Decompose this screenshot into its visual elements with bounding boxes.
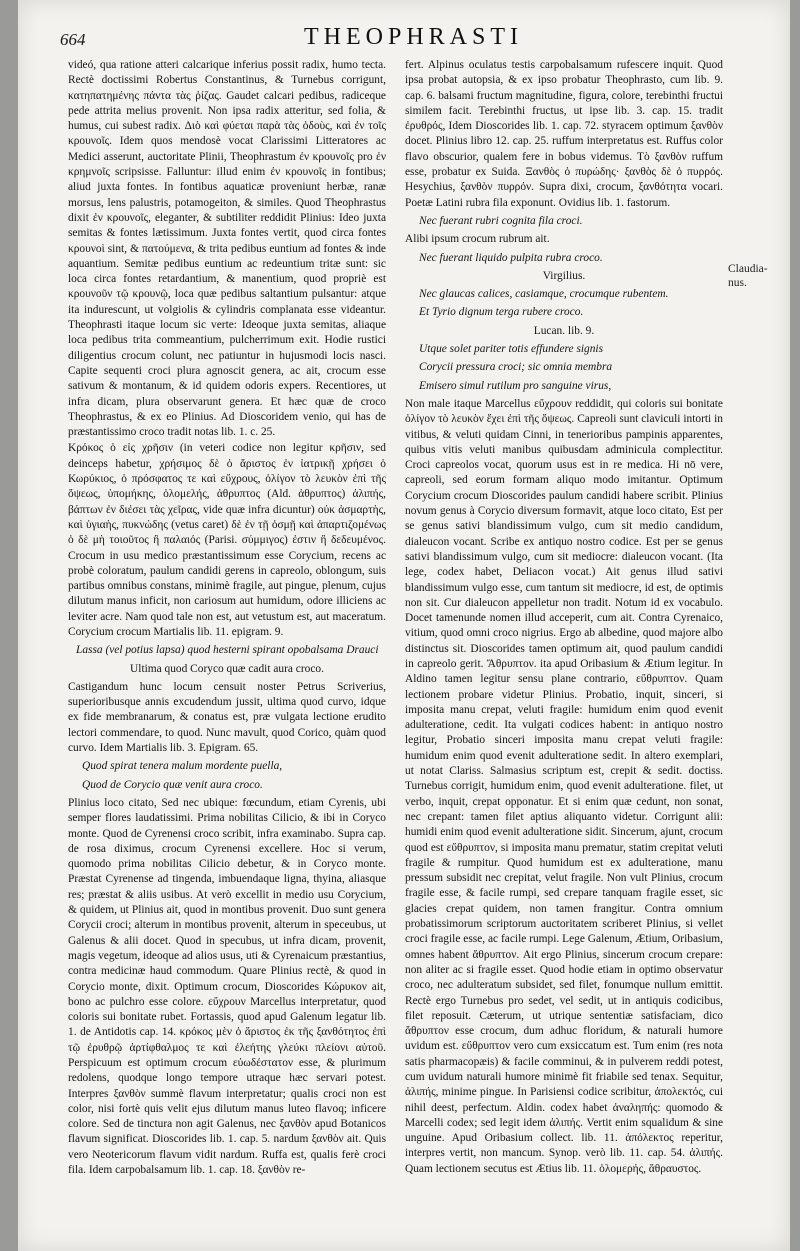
ovid-quote: Nec fuerant rubri cognita fila croci.	[419, 214, 583, 227]
running-head: THEOPHRASTI	[304, 24, 524, 50]
lucan-quote-line-2: Corycii pressura croci; sic omnia membra	[419, 361, 613, 374]
margin-note-claudianus: Claudia-nus.	[728, 263, 768, 289]
virgil-quote-line-2: Et Tyrio dignum terga rubere croco.	[419, 306, 584, 319]
martial-quote-2-line-2: Quod de Corycio quæ venit aura croco.	[82, 778, 263, 791]
right-paragraph-2: Non male itaque Marcellus εὔχρουν reddidit, qui coloris sui bonitate ὀλίγον τὸ λευκὸν ἔχει ἐπὶ τῆς ὄψεως. Capreoli sunt claviculi intorti in vitibus, & veluti quidam Cinni, in tenerioribus pampinis apparentes, quibus vitis veluti manibus quibusdam adminicula complectitur. Croci capreolos vocat, quorum usus est in re medica. Hi nō vere, capreoli, sed eorum formam aliquo modo imitantur. Optimum Corycium crocum Dioscorides paulum candidi habere scribit. Plinius novum genus à Corycio diversum formavit, atque loco citato, Est per se genus sativi blandissimum vulgo, cum sit medio candidum, dialeucon vocant. Scribe ex antiquo nostro codice. Est per se genus sativi blandissimum vulgo, cum sit mediocre: dialeucon vocant. (Ita lege, codex habet, Deliacon vocat.) Ait genus illud sativi blandissimum vulgo esse, cum tantum sit mediocre, id est, de optimis non sit. Cur dialeucon appelletur non tradit. Notum id ex vocabulo. Docet tamenunde nomen illud acceperit, cum ait. Contra Cyrenaico, vitium, quod omni croco nigrius. Ergo ab albedine, quod majore albo distinctus sit. Dioscorides tamen optimum ait, quod paulum candidi in capreolo gerit. Ἄθρυπτον. ita apud Oribasium & Ætium legitur. In Aldino tamen legitur sensu plane contrario, εὔθρυπτον. Quam lectionem probare videtur Plinius. Probatio, inquit, sinceri, si imposita manu crepat, veluti fragile: humidum enim quod evenit adulteratione, cedit. Ita vulgati codices habent: in antiquo nostro legitur, Probatio sinceri imposita manu crepat veluti fragile: humidum enim quod evenit adulteratione sedit. In altero exemplari, ut notat Clariss. Salmasius scriptum est, crepit & sedit. doctiss. Turnebus corrigit, humidum enim, quod evenit adulteratione. filet, ut verbo, inquit, crepat opponatur. Et si enim quæ cedunt, non sonat, nec crepant: tamen filet aptius aliquanto videtur. Corrigunt alii: humidi enim quod evenit adulteratione sidit. Sincerum, ajunt, crocum quod est εὔθρυπτον, si imposita manu prematur, statim crepitat veluti fragile & rumpitur. Quod humidum est ex adulteratione, manu pressum subsidit nec crepitat, velut fragile. Non vult Plinius, crocum fragile esse, & facile rumpi, sed crepare tanquam fragile esset, sic glacies crepat quidem, non tamen frangitur. Contra omnium probatissimorum scriptorum auctoritatem scriberet Plinius, si vellet croci fragile esse, ac facile rumpi. Lege Galenum, Ætium, Oribasium, omnes habent ἄθρυπτον. Ait ergo Plinius, sincerum crocum crepare: non aliter ac si fragile esset. Quod hodie etiam in optimo observatur croco, nec adulteratum subsidet, sed filet, fonumque nullum emittit. Rectè ergo Turnebus pro sedet, vel sedit, ut in antiquis codicibus, filet reposuit. Cæterum, ut utrique sententiæ satisfaciam, dico ἄθρυπτον esse crocum, dum adhuc floridum, & naturali humore uvidum est. εὔθρυπτον vero cum exsiccatum est. Tum enim (res nota satis pharmacopæis) & facile comminui, & in pulverem reddi potest, cum uvidum naturali humore minimè fit friabile sed tenax. Sequitur, ἀλιπής, minime pingue. In Parisiensi codice scribitur, ἀπολεκτός, cui nihil deest, perfectum. Aldin. codex habet ἀναληπής: quomodo & Marcelli codex; sed legit idem ἀλιπής. Vertit enim squalidum & sine unguine. Apud Oribasium collect. lib. 11. ἀπόλεκτος reperitur, interpres vertit, non mancum. Synop. verò lib. 11. cap. 54. ἀλιπής. Quam lectionem secutus est Ætius lib. 11. ὁλομερής, ἄθραυστος.	[405, 397, 723, 1175]
lucan-quote-line-1: Utque solet pariter totis effundere signis	[419, 343, 604, 356]
virgil-quote-line-1: Nec glaucas calices, casiamque, crocumque rubentem.	[419, 288, 669, 301]
left-column	[68, 58, 386, 1238]
right-column	[405, 58, 723, 1238]
left-paragraph-4: Plinius loco citato, Sed nec ubique: fœcundum, etiam Cyrenis, ubi semper flores laudatissimi. Prima nobilitas Cilicio, & ibi in Coryco monte. Quod de Cyrenensi croco scribit, infra examinabo. Supra cap. de rosa diximus, crocum Cyrenensi excellere. Hoc si verum, quomodo prima nobilitas Cilicio debetur, & in Coryco monte. Præstat Cyrenense ad tingenda, imbuendaque ligna, thyina, aliasque res; præstat & aliis usibus. At verò excellit in medio usu Corycium, & quidem, ut Plinius ait, quod in montibus provenit. Duo sunt genera Corycii croci; alterum in montibus provenit, alterum in speceubus, ut Galenus & alii docet. Quod in specubus, ut infra dicam, provenit, magis vegetum, ideoque ad alios usus, uti & Cyrenaicum præstantius, contra medicinæ haud commodum. Quare Plinius rectè, & quod in Corycio monte, dixit. Optimum crocum, Dioscorides Κώρυκον ait, bono ac pulchro esse colore. εὔχρουν Marcellus interpretatur, quod coloris sui bonitate rubet. Fortassis, quod apud Galenum legatur lib. 1. de Antidotis cap. 14. κρόκος μὲν ὁ ἄριστος ἐκ τῆς ξανθότητος ἐπὶ τῷ ἐρυθρῷ ἀρτίφθαλμος τε καὶ ἐλεήτης γλεύκι πλείονι αὐτοῦ. Perspicuum est optimum crocum εὐωδέστατον esse, & plurimum redolens, quodque longo tempore utraque hæc servari potest. Interpres ξανθὸν summè flavum interpretatur; qualis croci non est color, nisi fortè quis velit ejus dilutum manus luteo flavoq; inficere colore. Sed de tinctura non agit Galenus, nec ξανθὸν apud Botanicos flavum significat. Dioscorides lib. 1. cap. 5. nardum ξανθὸν ait. Quis vero Neotericorum flavum vidit nardum. Ruffa est, qualis ferè croci fila. Idem carpobalsamum lib. 1. cap. 18. ξανθὸν re-	[68, 796, 386, 1177]
book-page	[18, 0, 790, 1251]
left-paragraph-2: Κρόκος ὁ εἰς χρῆσιν (in veteri codice non legitur κρῆσιν, sed deinceps habetur, χρήσιμος δὲ ὁ ἄριστος ἐν ἰατρικῇ χρήσει ὁ Κωρύκιος, ὁ πρόσφατος τε καὶ εὔχρους, ὀλίγον τὸ λευκὸν ἐπὶ τῆς ὄψεως, ὑπομήκης, ὁλομελής, ἀθρυπτος (Ald. ἀθρυπτος) ἀλιπής, βάπτων ἐν διέσει τὰς χεῖρας, vide quæ infra dicuntur) οὐκ ἀσμαρτὴς, καὶ ὑγιαὴς, πυκνώδης (vetus caret) δὲ ἐν τῇ ὀσμῇ καὶ ἀπαρτιζομένως ὁ δὲ μὴ τοιοῦτος ἢ παλαιός (Parisi. σύμμιγος) ἐστιν ἢ δεδευμένος. Crocum in usu medico præstantissimum esse Corycium, recens ac probè coloratum, paulum candidi gerens in capreolo, oblongum, suis partibus omnibus constans, minimè fragile, aut pingue, plenum, cujus dilutum manus inficit, non cariosum aut humidum, odore illiciens ac leviter acre. Nam quod tale non est, aut vetustum est, aut maceratum. Corycium crocum Martialis lib. 11. epigram. 9.	[68, 442, 386, 638]
page-number: 664	[60, 30, 86, 49]
ovid-quote-2: Nec fuerant liquido pulpita rubra croco.	[419, 251, 603, 264]
right-note-1: Alibi ipsum crocum rubrum ait.	[405, 233, 550, 246]
martial-quote-line-1: Lassa (vel potius lapsa) quod hesterni spirant opobalsama Drauci	[76, 644, 379, 657]
lucan-quote-line-3: Emisero simul rutilum pro sanguine virus,	[419, 379, 612, 392]
attribution-virgil: Virgilius.	[542, 269, 586, 282]
attribution-lucan: Lucan. lib. 9.	[533, 324, 595, 337]
right-paragraph-1: fert. Alpinus oculatus testis carpobalsamum rufescere inquit. Quod ipsa probat autopsia, & ex ipso probatur Theophrasto, cum lib. 9. cap. 6. balsami fructum magnitudine, figura, colore, terebinthi fructui similem facit. Terebinthi fructus, ut ipse lib. 3. cap. 15. tradit ἐρυθρός, Idem Dioscorides lib. 1. cap. 72. styracem optimum ξανθὸν docet. Plinius libro 12. cap. 25. ruffum interpretatus est. Ruffus color flavo obscurior, qualem fere in bobus videmus. Τὸ ξανθὸν ruffum esse, probatur ex Suida. Ξανθὸς ὁ πυρώδης· ξανθὸς δὲ ὁ πυρρός. Hesychius, ξανθὸν πυρρόν. Supra dixi, crocum, ξανθότητα vocari. Poetæ Latini rubra fila exponunt. Ovidius lib. 1. fastorum.	[405, 59, 723, 209]
left-paragraph-3: Castigandum hunc locum censuit noster Petrus Scriverius, superioribusque annis excudendum jussit, ultima quod curvo, idque ex fide membranarum, & conatus est, præ vulgata lectione erudito lectori commendare, to quod. Nunc mavult, quod Corico, quàm quod curvo. Idem Martialis lib. 3. Epigram. 65.	[68, 680, 386, 755]
martial-quote-2-line-1: Quod spirat tenera malum mordente puella,	[82, 760, 283, 773]
martial-quote-line-2: Ultima quod Coryco quæ cadit aura croco.	[130, 662, 324, 675]
left-paragraph-1: videó, qua ratione atteri calcarique inferius possit radix, humo tecta. Rectè doctissimi Robertus Constantinus, & Turnebus corrigunt, κατηπατημένης πάντα τὰς ῥίζας. Gaudet calcari pedibus, radiceque pede attrita melius provenit. Non ipsa radix atteritur, sed folia, & humus, cui subest radix. Διὸ καὶ φύεται παρὰ τὰς ὁδοὺς, καὶ ἐν τοῖς κρουνοῖς. Idem quos mendosè vocat Clarissimi Litteratores ac Medici asserunt, auctoritate Plinii, Theophrastum ἐν κρουνοῖς pro ἐν κρημνοῖς scripsisse. Falluntur: illud enim ἐν κρουνοῖς in fontibus; aliud juxta fontes. In fontibus aquaticæ proveniunt herbæ, ranæ morsus, lens palustris, potamogeiton, & similes. Quod Theophrastus dixit ἐν κρουνοῖς, eleganter, & subtiliter reddidit Plinius: Ideo juxta semitas & fontes lætissimum. Juxta fontes vertit, quod circa fontes κρουνοὶ sint, & πατούμενα, & trita pedibus euntium ad fontes & inde aquantium. Semitæ pedibus euntium ac redeuntium tritæ sunt: sic loca circa fontes retardantium, & manentium, quod propriè est κρουνοῦν τῷ κρουνῷ, loca quæ pedibus saltantium pulsantur: atque ita indurescunt, ut volgiolis & cylindris complanata esse videantur. Theophrasti itaque locum sic verte: Ideoque juxta semitas, aliaque loca pedibus trita commeantium, pulcherrimum exit. Hodie rustici diligentius crocum colunt, nec patiuntur in hujusmodi locis nasci. Capite sequenti croci plura agnoscit genera, ac ait, crocum esse sativum & montanum, & id quidem odoris expers. Recentiores, ut infra dicam, plura observarunt genera. Et hæc quæ de croco Theophrastus, & ex eo Plinius. Ad Dioscoridem venio, qui has de præstantissimo croco tradit notas lib. 1. c. 25.	[68, 59, 386, 439]
page-header	[48, 22, 788, 56]
